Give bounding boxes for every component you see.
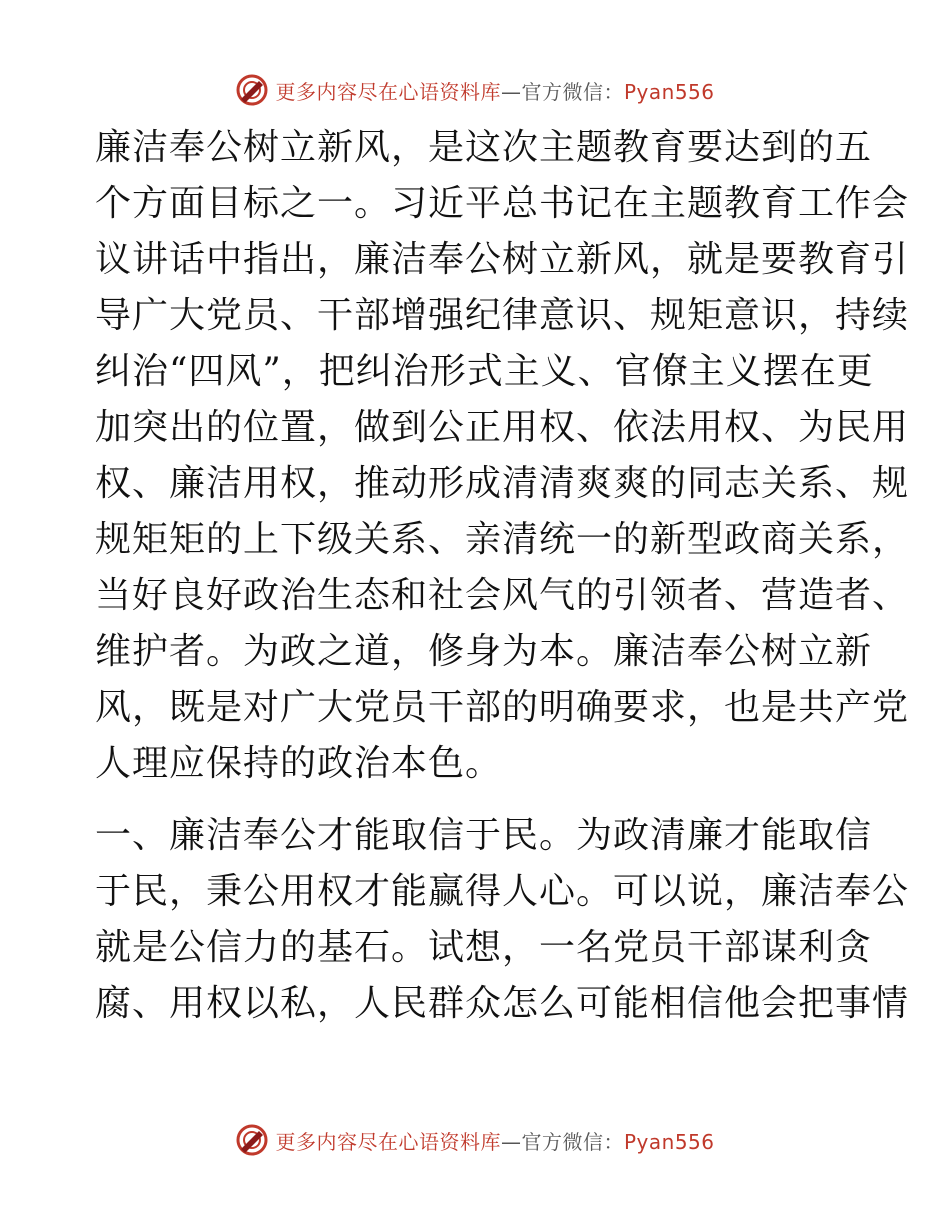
banner-wechat-label: —官方微信：: [500, 79, 624, 104]
text-line: 风，既是对广大党员干部的明确要求，也是共产党: [95, 687, 910, 728]
text-line: 权、廉洁用权，推动形成清清爽爽的同志关系、规: [95, 463, 910, 504]
banner-title: 更多内容尽在心语资料库: [275, 1129, 501, 1154]
text-line: 当好良好政治生态和社会风气的引领者、营造者、: [95, 575, 910, 616]
banner-title: 更多内容尽在心语资料库: [275, 79, 501, 104]
text-line: 纠治“四风”，把纠治形式主义、官僚主义摆在更: [95, 351, 874, 392]
text-line: 规矩矩的上下级关系、亲清统一的新型政商关系，: [95, 519, 910, 560]
text-line: 人理应保持的政治本色。: [95, 743, 503, 784]
paragraph-1: [95, 120, 910, 792]
header-banner-text: [275, 76, 714, 105]
text-line: 个方面目标之一。习近平总书记在主题教育工作会: [95, 183, 910, 224]
footer-banner: [0, 1120, 950, 1160]
header-banner: [0, 70, 950, 110]
text-line: 一、廉洁奉公才能取信于民。为政清廉才能取信: [95, 815, 873, 856]
text-line: 加突出的位置，做到公正用权、依法用权、为民用: [95, 407, 910, 448]
footer-banner-text: [275, 1126, 714, 1155]
text-line: 维护者。为政之道，修身为本。廉洁奉公树立新: [95, 631, 873, 672]
banner-wechat-label: —官方微信：: [500, 1129, 624, 1154]
text-line: 廉洁奉公树立新风，是这次主题教育要达到的五: [95, 127, 873, 168]
seal-logo-icon: [235, 1123, 269, 1157]
text-line: 腐、用权以私，人民群众怎么可能相信他会把事情: [95, 983, 910, 1024]
document-body: [95, 120, 910, 1032]
banner-wechat-id: Pyan556: [623, 79, 715, 104]
text-line: 导广大党员、干部增强纪律意识、规矩意识，持续: [95, 295, 910, 336]
paragraph-2: [95, 808, 910, 1032]
seal-logo-icon: [235, 73, 269, 107]
text-line: 就是公信力的基石。试想，一名党员干部谋利贪: [95, 927, 873, 968]
text-line: 议讲话中指出，廉洁奉公树立新风，就是要教育引: [95, 239, 910, 280]
banner-wechat-id: Pyan556: [623, 1129, 715, 1154]
text-line: 于民，秉公用权才能赢得人心。可以说，廉洁奉公: [95, 871, 910, 912]
paragraph-spacer: [95, 792, 855, 808]
